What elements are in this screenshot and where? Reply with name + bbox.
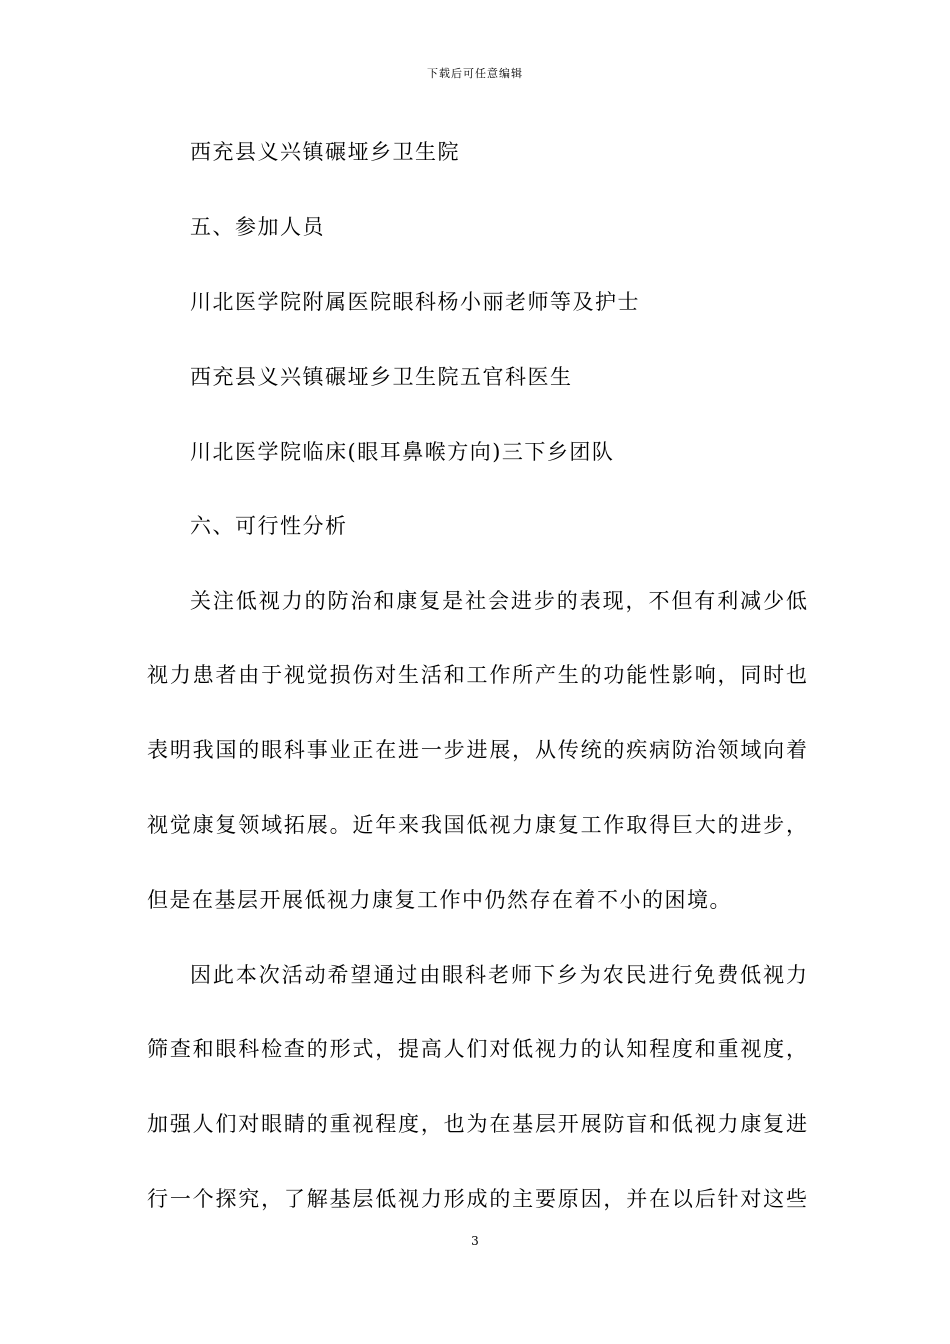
participant-line-3: 川北医学院临床(眼耳鼻喉方向)三下乡团队 — [190, 440, 615, 464]
section-heading-participants: 五、参加人员 — [190, 215, 325, 239]
page-number: 3 — [471, 1234, 479, 1248]
paragraph-2-line-2: 筛查和眼科检查的形式，提高人们对低视力的认知程度和重视度， — [147, 1037, 807, 1061]
paragraph-1-line-5: 但是在基层开展低视力康复工作中仍然存在着不小的困境。 — [147, 888, 732, 912]
paragraph-2-line-1: 因此本次活动希望通过由眼科老师下乡为农民进行免费低视力 — [190, 963, 807, 987]
paragraph-1-line-1: 关注低视力的防治和康复是社会进步的表现，不但有利减少低 — [190, 589, 807, 613]
section-heading-feasibility: 六、可行性分析 — [190, 514, 348, 538]
page-header: 下载后可任意编辑 — [427, 67, 523, 80]
paragraph-1-line-4: 视觉康复领域拓展。近年来我国低视力康复工作取得巨大的进步， — [147, 813, 807, 837]
participant-line-1: 川北医学院附属医院眼科杨小丽老师等及护士 — [190, 290, 640, 314]
paragraph-2-line-3: 加强人们对眼睛的重视程度，也为在基层开展防盲和低视力康复进 — [147, 1112, 807, 1136]
hospital-name-line: 西充县义兴镇碾垭乡卫生院 — [190, 140, 460, 164]
paragraph-1-line-2: 视力患者由于视觉损伤对生活和工作所产生的功能性影响，同时也 — [147, 663, 807, 687]
participant-line-2: 西充县义兴镇碾垭乡卫生院五官科医生 — [190, 365, 573, 389]
paragraph-1-line-3: 表明我国的眼科事业正在进一步进展，从传统的疾病防治领域向着 — [147, 738, 807, 762]
paragraph-2-line-4: 行一个探究，了解基层低视力形成的主要原因，并在以后针对这些 — [147, 1187, 807, 1211]
